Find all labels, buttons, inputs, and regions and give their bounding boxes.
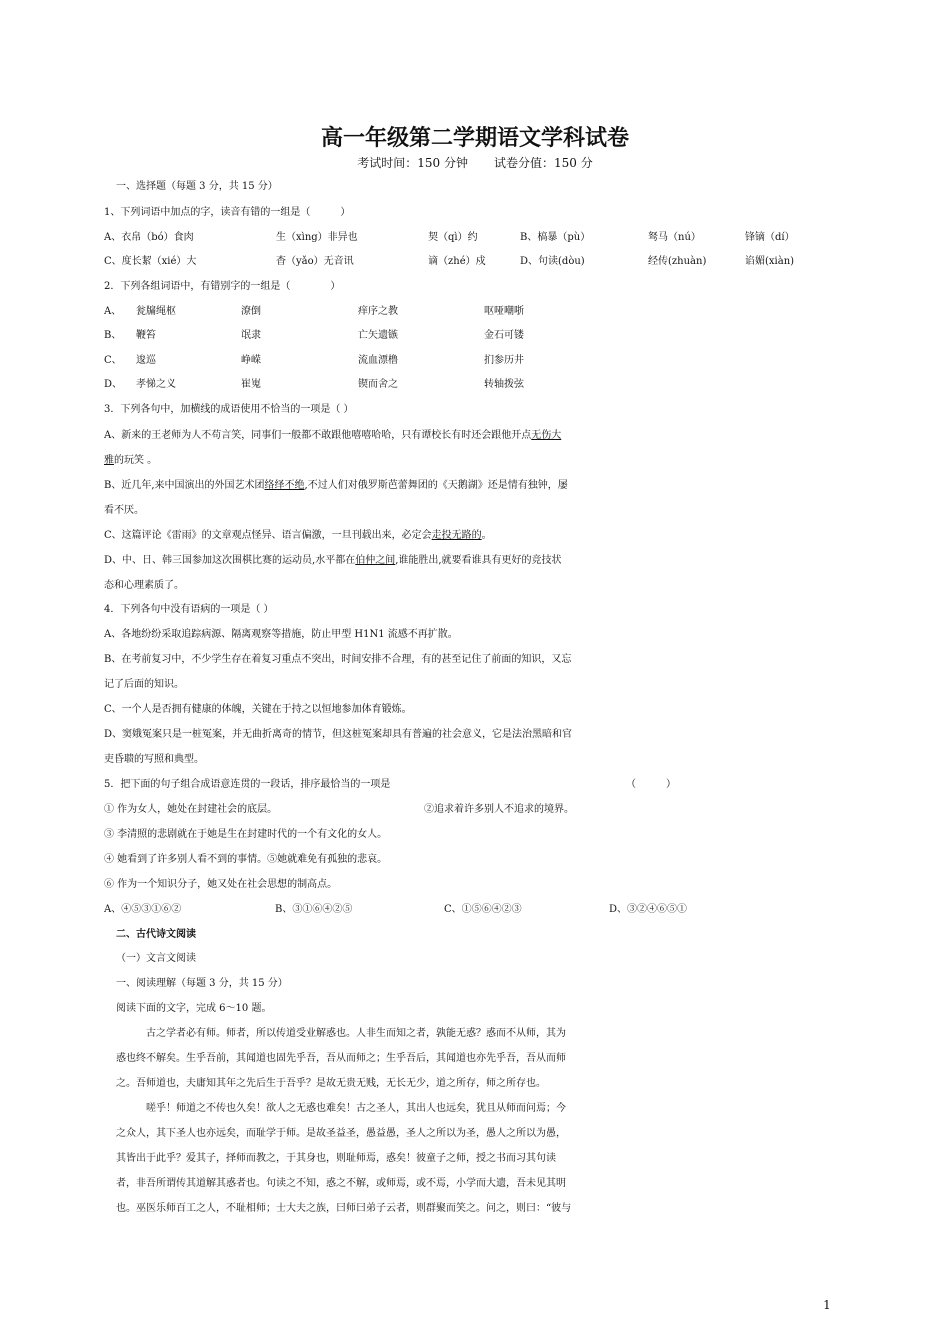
passage-para2-line4: 者，非吾所谓传其道解其惑者也。句读之不知，惑之不解，或师焉，或不焉，小学而大遗，吾未见其明: [116, 1178, 566, 1189]
total-score: 试卷分值：150 分: [494, 156, 593, 170]
exam-time: 考试时间：150 分钟: [357, 156, 468, 170]
q1-stem: 1、下列词语中加点的字，读音有错的一组是（ ）: [104, 207, 351, 218]
q2-b-word1: 鞭笞: [136, 330, 156, 341]
q1-a-item2: 生（xìng）非异也: [276, 232, 358, 243]
q3-option-b-line1: B、近几年,来中国演出的外国艺术团络绎不绝,不过人们对俄罗斯芭蕾舞团的《天鹅湖》还是情有独钟，屡: [104, 480, 568, 491]
q2-b-label: B、: [104, 330, 122, 341]
q2-b-word2: 氓隶: [241, 330, 261, 341]
q3-d-idiom: 伯仲之间: [355, 555, 396, 566]
q2-d-label: D、: [104, 379, 123, 390]
q1-d-item2: 经传(zhuàn): [648, 256, 707, 267]
q5-option-d: D、③②④⑥⑤①: [609, 904, 688, 915]
q3-option-d-line1: D、中、日、韩三国参加这次围棋比赛的运动员,水平都在伯仲之间,谁能胜出,就要看谁具有更好的竞技状: [104, 555, 562, 566]
q5-sentence-1: ① 作为女人，她处在封建社会的底层。: [104, 804, 278, 815]
q5-sentence-3: ③ 李清照的悲剧就在于她是生在封建时代的一个有文化的女人。: [104, 829, 388, 840]
q4-option-a: A、各地纷纷采取追踪病源、隔离观察等措施，防止甲型 H1N1 流感不再扩散。: [104, 629, 458, 640]
q4-option-c: C、一个人是否拥有健康的体魄，关键在于持之以恒地参加体育锻炼。: [104, 704, 412, 715]
q2-c-word2: 峥嵘: [241, 355, 261, 366]
q2-stem: 2．下列各组词语中，有错别字的一组是（ ）: [104, 281, 341, 292]
q1-b-item2: 驽马（nú）: [648, 232, 701, 243]
section2-subheading: （一）文言文阅读: [116, 953, 196, 964]
q2-d-word3: 锲而舍之: [358, 379, 398, 390]
q1-b-item3: 锋镝（dí）: [745, 232, 795, 243]
q2-b-word3: 亡矢遗镞: [358, 330, 398, 341]
q3-option-b-line2: 看不厌。: [104, 505, 144, 516]
q3-c-idiom: 走投无路的: [431, 530, 482, 541]
q4-stem: 4．下列各句中没有语病的一项是（ ）: [104, 604, 274, 615]
q5-sentence-2: ②追求着许多别人不追求的境界。: [424, 804, 574, 815]
q1-a-item3: 契（qì）约: [428, 232, 478, 243]
q1-c-item2: 杳（yǎo）无音讯: [276, 256, 354, 267]
page-number: 1: [823, 1298, 831, 1312]
q2-a-word4: 呕哑嘲哳: [484, 306, 524, 317]
q4-option-d-line2: 吏昏聩的写照和典型。: [104, 754, 204, 765]
reading-instruction: 阅读下面的文字，完成 6～10 题。: [116, 1003, 272, 1014]
q2-d-word1: 孝悌之义: [136, 379, 176, 390]
q2-d-word4: 转轴拨弦: [484, 379, 524, 390]
section2-heading: 二、古代诗文阅读: [116, 929, 196, 940]
q1-d-item3: 谄媚(xiàn): [745, 256, 795, 267]
q3-stem: 3．下列各句中，加横线的成语使用不恰当的一项是（ ）: [104, 404, 354, 415]
q3-a-idiom-part1: 无伤大: [531, 430, 562, 441]
q2-c-word1: 逡巡: [136, 355, 156, 366]
q3-option-a-line2: 雅的玩笑 。: [104, 455, 158, 466]
passage-para2-line1: 嗟乎！师道之不传也久矣！欲人之无惑也难矣！古之圣人，其出人也远矣，犹且从师而问焉；今: [146, 1103, 566, 1114]
q4-option-d-line1: D、窦娥冤案只是一桩冤案，并无曲折离奇的情节，但这桩冤案却具有普遍的社会意义，它是法治黑暗和官: [104, 729, 573, 740]
passage-para2-line5: 也。巫医乐师百工之人，不耻相师；士大夫之族，曰师曰弟子云者，则群聚而笑之。问之，则曰：“彼与: [116, 1203, 572, 1214]
q2-a-word2: 潦倒: [241, 306, 261, 317]
q3-option-d-line2: 态和心理素质了。: [104, 580, 184, 591]
q2-a-label: A、: [104, 306, 122, 317]
exam-title: 高一年级第二学期语文学科试卷: [320, 125, 629, 151]
passage-para2-line2: 之众人，其下圣人也亦远矣，而耻学于师。是故圣益圣，愚益愚，圣人之所以为圣，愚人之所以为愚，: [116, 1128, 566, 1139]
passage-para1-line2: 惑也终不解矣。生乎吾前，其闻道也固先乎吾，吾从而师之；生乎吾后，其闻道也亦先乎吾，吾从而师: [116, 1053, 566, 1064]
q5-sentence-4-5: ④ 她看到了许多别人看不到的事情。⑤她就难免有孤独的悲哀。: [104, 854, 388, 865]
q2-d-word2: 崔嵬: [241, 379, 261, 390]
passage-para1-line3: 之。吾师道也，夫庸知其年之先后生于吾乎？是故无贵无贱，无长无少，道之所存，师之所存也。: [116, 1078, 546, 1089]
q2-c-word4: 扪参历井: [484, 355, 524, 366]
q5-answer-paren: （ ）: [626, 779, 676, 790]
exam-info: [0, 155, 950, 171]
q5-option-a: A、④⑤③①⑥②: [104, 904, 182, 915]
reading-heading: 一、阅读理解（每题 3 分，共 15 分）: [116, 978, 288, 989]
q1-a-item1: A、衣帛（bó）食肉: [104, 232, 194, 243]
q3-b-idiom: 络绎不绝: [264, 480, 305, 491]
q2-a-word1: 瓮牖绳枢: [136, 306, 176, 317]
q3-option-a-line1: A、新来的王老师为人不苟言笑，同事们一般都不敢跟他嘻嘻哈哈，只有谭校长有时还会跟他开点无伤大: [104, 430, 562, 441]
q3-a-idiom-part2: 雅: [104, 455, 114, 466]
q2-c-label: C、: [104, 355, 122, 366]
q4-option-b-line2: 记了后面的知识。: [104, 679, 184, 690]
q5-option-b: B、③①⑥④②⑤: [275, 904, 353, 915]
exam-page: 高一年级第二学期语文学科试卷 考试时间：150 分钟 试卷分值：150 分 一、选择题（每题 3 分，共 15 分） 1、下列词语中加点的字，读音有错的一组是（ ） A、衣帛（bó）食肉 生（xìng）非异也 契（qì）约 B、槁暴（pù） 驽马（nú） 锋镝（dí） C、度长絜（xié）大 杳（yǎo）无音讯 谪（zhé）戍 D、句读(dòu) 经传(zhuàn) 谄媚(xiàn) 2．下列各组词语中，有错别字的一组是（ ） A、 瓮牖绳枢 潦倒 痒序之教 呕哑嘲哳 B、 鞭笞 氓隶 亡矢遗镞 金石可镂 C、 逡巡 峥嵘 流血漂橹 扪参历井 D、 孝悌之义 崔嵬 锲而舍之 转轴拨弦 3．下列各句中，加横线的成语使用不恰当的一项是（ ） A、新来的王老师为人不苟言笑，同事们一般都不敢跟他嘻嘻哈哈，只有谭校长有时还会跟他开点无伤大 雅的玩笑 。 B、近几年,来中国演出的外国艺术团络绎不绝,不过人们对俄罗斯芭蕾舞团的《天鹅湖》还是情有独钟，屡 看不厌。 C、这篇评论《雷雨》的文章观点怪异、语言偏激，一旦刊载出来，必定会走投无路的。 D、中、日、韩三国参加这次围棋比赛的运动员,水平都在伯仲之间,谁能胜出,就要看谁具有更好的竞技状 态和心理素质了。 4．下列各句中没有语病的一项是（ ） A、各地纷纷采取追踪病源、隔离观察等措施，防止甲型 H1N1 流感不再扩散。 B、在考前复习中，不少学生存在着复习重点不突出，时间安排不合理，有的甚至记住了前面的知识，又忘 记了后面的知识。 C、一个人是否拥有健康的体魄，关键在于持之以恒地参加体育锻炼。 D、窦娥冤案只是一桩冤案，并无曲折离奇的情节，但这桩冤案却具有普遍的社会意义，它是法治黑暗和官 吏昏聩的写照和典型。 5．把下面的句子组合成语意连贯的一段话，排序最恰当的一项是 （ ） ① 作为女人，她处在封建社会的底层。 ②追求着许多别人不追求的境界。 ③ 李清照的悲剧就在于她是生在封建时代的一个有文化的女人。 ④ 她看到了许多别人看不到的事情。⑤她就难免有孤独的悲哀。 ⑥ 作为一个知识分子，她又处在社会思想的制高点。 A、④⑤③①⑥② B、③①⑥④②⑤ C、①⑤⑥④②③ D、③②④⑥⑤① 二、古代诗文阅读 （一）文言文阅读 一、阅读理解（每题 3 分，共 15 分） 阅读下面的文字，完成 6～10 题。 古之学者必有师。师者，所以传道受业解惑也。人非生而知之者，孰能无惑？惑而不从师，其为 惑也终不解矣。生乎吾前，其闻道也固先乎吾，吾从而师之；生乎吾后，其闻道也亦先乎吾，吾从而师 之。吾师道也，夫庸知其年之先后生于吾乎？是故无贵无贱，无长无少，道之所存，师之所存也。 嗟乎！师道之不传也久矣！欲人之无惑也难矣！古之圣人，其出人也远矣，犹且从师而问焉；今 之众人，其下圣人也亦远矣，而耻学于师。是故圣益圣，愚益愚，圣人之所以为圣，愚人之所以为愚， 其皆出于此乎？爱其子，择师而教之，于其身也，则耻师焉，惑矣！彼童子之师，授之书而习其句读 者，非吾所谓传其道解其惑者也。句读之不知，惑之不解，或师焉，或不焉，小学而大遗，吾未见其明 也。巫医乐师百工之人，不耻相师；士大夫之族，曰师曰弟子云者，则群聚而笑之。问之，则曰：“彼与 1: [0, 0, 950, 1344]
q1-d-item1: D、句读(dòu): [520, 256, 585, 267]
q5-option-c: C、①⑤⑥④②③: [444, 904, 522, 915]
passage-para2-line3: 其皆出于此乎？爱其子，择师而教之，于其身也，则耻师焉，惑矣！彼童子之师，授之书而习其句读: [116, 1153, 556, 1164]
q1-c-item3: 谪（zhé）戍: [428, 256, 486, 267]
q2-c-word3: 流血漂橹: [358, 355, 398, 366]
q1-b-item1: B、槁暴（pù）: [520, 232, 591, 243]
section1-heading: 一、选择题（每题 3 分，共 15 分）: [116, 181, 278, 192]
q5-sentence-6: ⑥ 作为一个知识分子，她又处在社会思想的制高点。: [104, 879, 338, 890]
q1-c-item1: C、度长絜（xié）大: [104, 256, 197, 267]
q2-a-word3: 痒序之教: [358, 306, 398, 317]
passage-para1-line1: 古之学者必有师。师者，所以传道受业解惑也。人非生而知之者，孰能无惑？惑而不从师，其为: [146, 1028, 566, 1039]
q3-option-c: C、这篇评论《雷雨》的文章观点怪异、语言偏激，一旦刊载出来，必定会走投无路的。: [104, 530, 492, 541]
q2-b-word4: 金石可镂: [484, 330, 524, 341]
q4-option-b-line1: B、在考前复习中，不少学生存在着复习重点不突出，时间安排不合理，有的甚至记住了前面的知识，又忘: [104, 654, 572, 665]
